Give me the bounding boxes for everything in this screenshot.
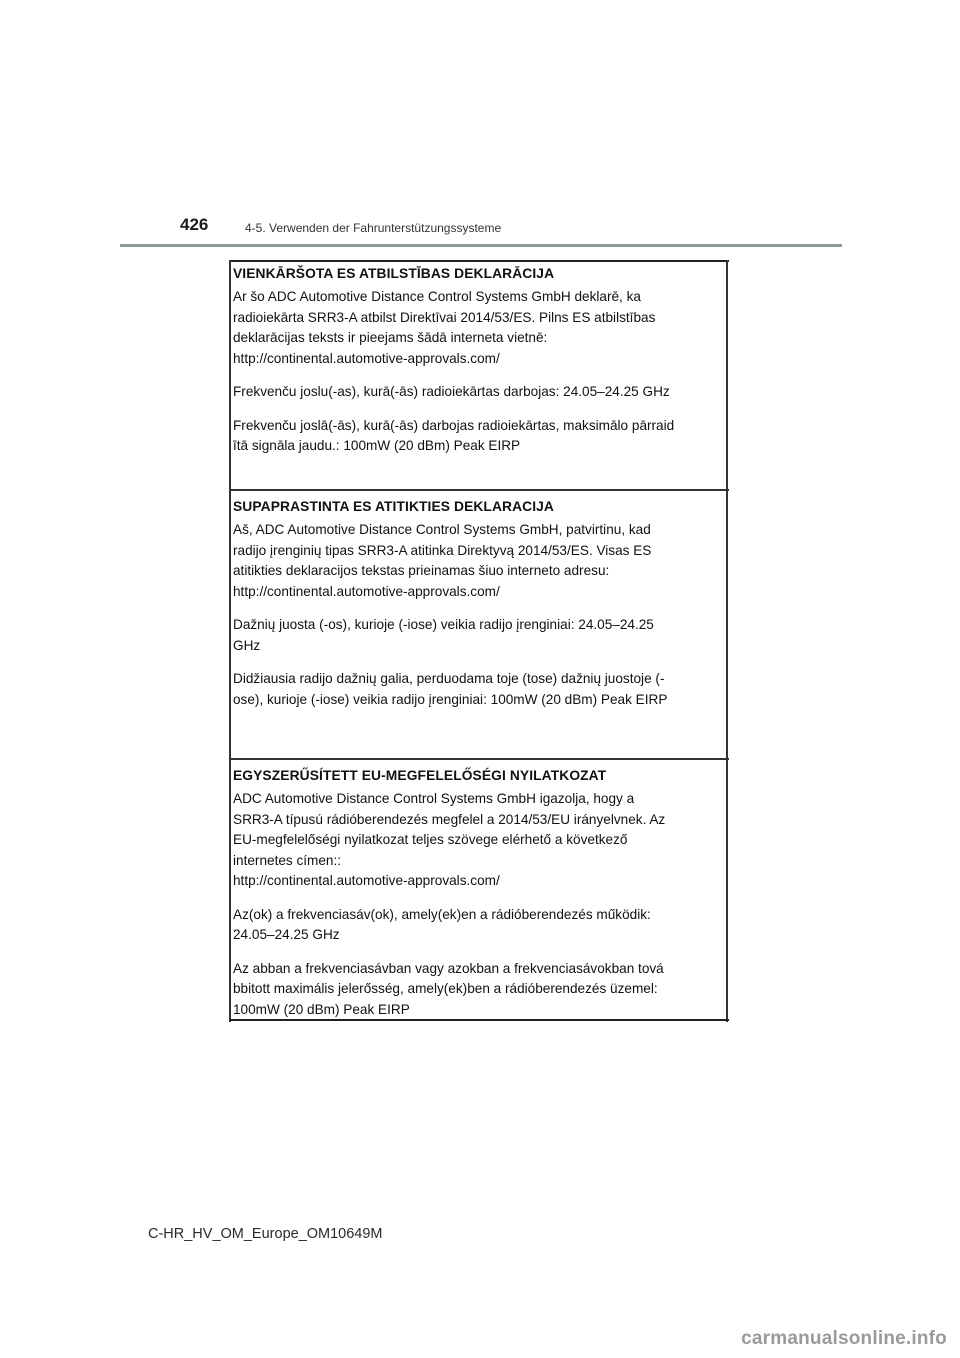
declaration-url: http://continental.automotive-approvals.com/	[233, 873, 500, 888]
declaration-line: radioiekārta SRR3-A atbilst Direktīvai 2014/53/ES. Pilns ES atbilstības	[233, 309, 656, 325]
declaration-line: deklarācijas teksts ir pieejams šādā interneta vietnē:	[233, 330, 548, 345]
max-power-line: Frekvenču joslā(-ās), kurā(-ās) darbojas radioiekārtas, maksimālo pārraid	[233, 417, 675, 433]
header-rule	[120, 244, 842, 247]
declaration-line: radijo įrenginių tipas SRR3-A atitinka Direktyvą 2014/53/ES. Visas ES	[233, 542, 652, 558]
declaration-line: EU-megfelelőségi nyilatkozat teljes szövege elérhető a következő	[233, 832, 628, 847]
declaration-line: SRR3-A típusú rádióberendezés megfelel a 2014/53/EU irányelvnek. Az	[233, 811, 666, 827]
declaration-line: atitikties deklaracijos tekstas prieinamas šiuo interneto adresu:	[233, 563, 610, 578]
max-power-line: bbitott maximális jelerősség, amely(ek)ben a rádióberendezés üzemel:	[233, 981, 658, 996]
max-power-line: Az abban a frekvenciasávban vagy azokban a frekvenciasávokban tová	[233, 960, 664, 976]
declaration-url: http://continental.automotive-approvals.com/	[233, 583, 500, 599]
max-power-line: ītā signāla jaudu.: 100mW (20 dBm) Peak EIRP	[233, 438, 521, 453]
declaration-url: http://continental.automotive-approvals.com/	[233, 350, 500, 366]
frequency-band-line: Frekvenču joslu(-as), kurā(-ās) radioiekārtas darbojas: 24.05–24.25 GHz	[233, 384, 670, 399]
section-divider	[229, 758, 729, 760]
frequency-band-line: 24.05–24.25 GHz	[233, 927, 340, 942]
declaration-line: internetes címen::	[233, 852, 342, 868]
section-divider	[229, 489, 729, 491]
frequency-band-line: Az(ok) a frekvenciasáv(ok), amely(ek)en a rádióberendezés működik:	[233, 906, 651, 922]
declaration-hungarian	[233, 766, 726, 1020]
box-border-right	[726, 260, 728, 1022]
declaration-latvian	[233, 264, 726, 457]
declaration-title: EGYSZERŰSÍTETT EU-MEGFELELŐSÉGI NYILATKOZAT	[233, 768, 607, 783]
declaration-lithuanian	[233, 497, 726, 710]
document-code: C-HR_HV_OM_Europe_OM10649M	[148, 1226, 383, 1242]
max-power-line: 100mW (20 dBm) Peak EIRP	[233, 1001, 410, 1017]
frequency-band-line: Dažnių juosta (-os), kurioje (-iose) veikia radijo įrenginiai: 24.05–24.25	[233, 617, 654, 632]
declaration-title: VIENKĀRŠOTA ES ATBILSTĪBAS DEKLARĀCIJA	[233, 266, 555, 281]
box-border-top	[229, 260, 729, 262]
box-border-left	[229, 260, 231, 1022]
max-power-line: Didžiausia radijo dažnių galia, perduodama toje (tose) dažnių juostoje (-	[233, 671, 665, 686]
declaration-title: SUPAPRASTINTA ES ATITIKTIES DEKLARACIJA	[233, 499, 554, 514]
declaration-line: Aš, ADC Automotive Distance Control Systems GmbH, patvirtinu, kad	[233, 522, 651, 537]
section-title: 4-5. Verwenden der Fahrunterstützungssysteme	[245, 221, 502, 235]
page-number: 426	[180, 215, 209, 234]
declaration-line: Ar šo ADC Automotive Distance Control Systems GmbH deklarē, ka	[233, 289, 641, 304]
watermark[interactable]: carmanualsonline.info	[741, 1328, 947, 1349]
declaration-line: ADC Automotive Distance Control Systems GmbH igazolja, hogy a	[233, 791, 635, 806]
frequency-band-line: GHz	[233, 637, 261, 653]
max-power-line: ose), kurioje (-iose) veikia radijo įrenginiai: 100mW (20 dBm) Peak EIRP	[233, 691, 668, 707]
